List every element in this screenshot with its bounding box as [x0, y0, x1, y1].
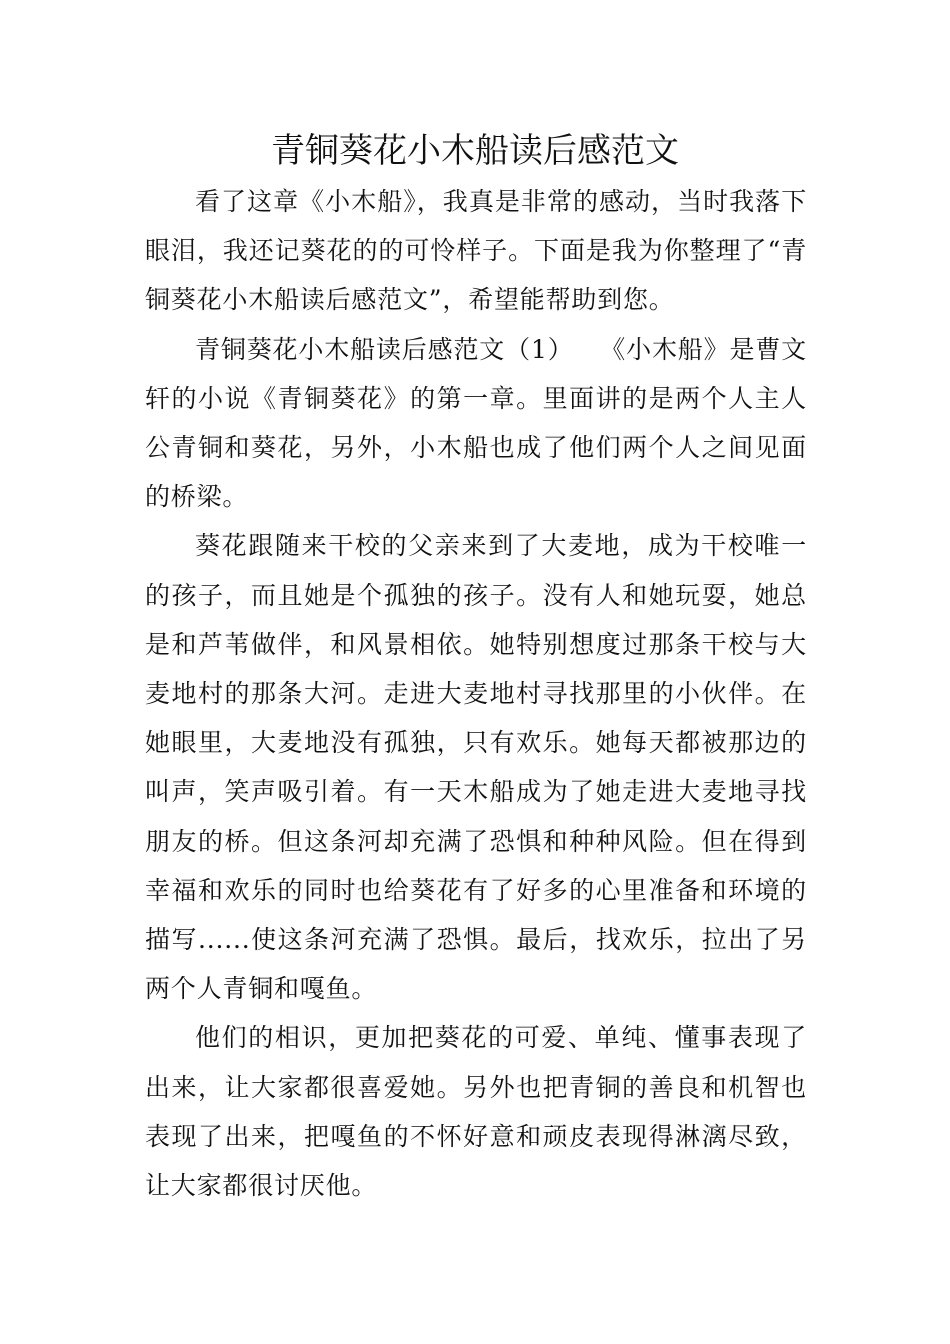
document-body — [145, 177, 807, 1210]
paragraph-characters: 他们的相识，更加把葵花的可爱、单纯、懂事表现了出来，让大家都很喜爱她。另外也把青铜的善良和机智也表现了出来，把嘎鱼的不怀好意和顽皮表现得淋漓尽致，让大家都很讨厌他。 — [145, 1023, 807, 1201]
document-title: 青铜葵花小木船读后感范文 — [271, 131, 679, 171]
paragraph-intro: 看了这章《小木船》，我真是非常的感动，当时我落下眼泪，我还记葵花的的可怜样子。下面是我为你整理了“青铜葵花小木船读后感范文”，希望能帮助到您。 — [145, 187, 807, 315]
paragraph-essay-1-opening: 青铜葵花小木船读后感范文（1） 《小木船》是曹文轩的小说《青铜葵花》的第一章。里面讲的是两个人主人公青铜和葵花，另外，小木船也成了他们两个人之间见面的桥梁。 — [145, 334, 807, 512]
paragraph-kuihua-story: 葵花跟随来干校的父亲来到了大麦地，成为干校唯一的孩子，而且她是个孤独的孩子。没有人和她玩耍，她总是和芦苇做伴，和风景相依。她特别想度过那条干校与大麦地村的那条大河。走进大麦地村寻找那里的小伙伴。在她眼里，大麦地没有孤独，只有欢乐。她每天都被那边的叫声，笑声吸引着。有一天木船成为了她走进大麦地寻找朋友的桥。但这条河却充满了恐惧和种种风险。但在得到幸福和欢乐的同时也给葵花有了好多的心里准备和环境的描写......使这条河充满了恐惧。最后，找欢乐，拉出了另两个人青铜和嘎鱼。 — [145, 531, 807, 1004]
